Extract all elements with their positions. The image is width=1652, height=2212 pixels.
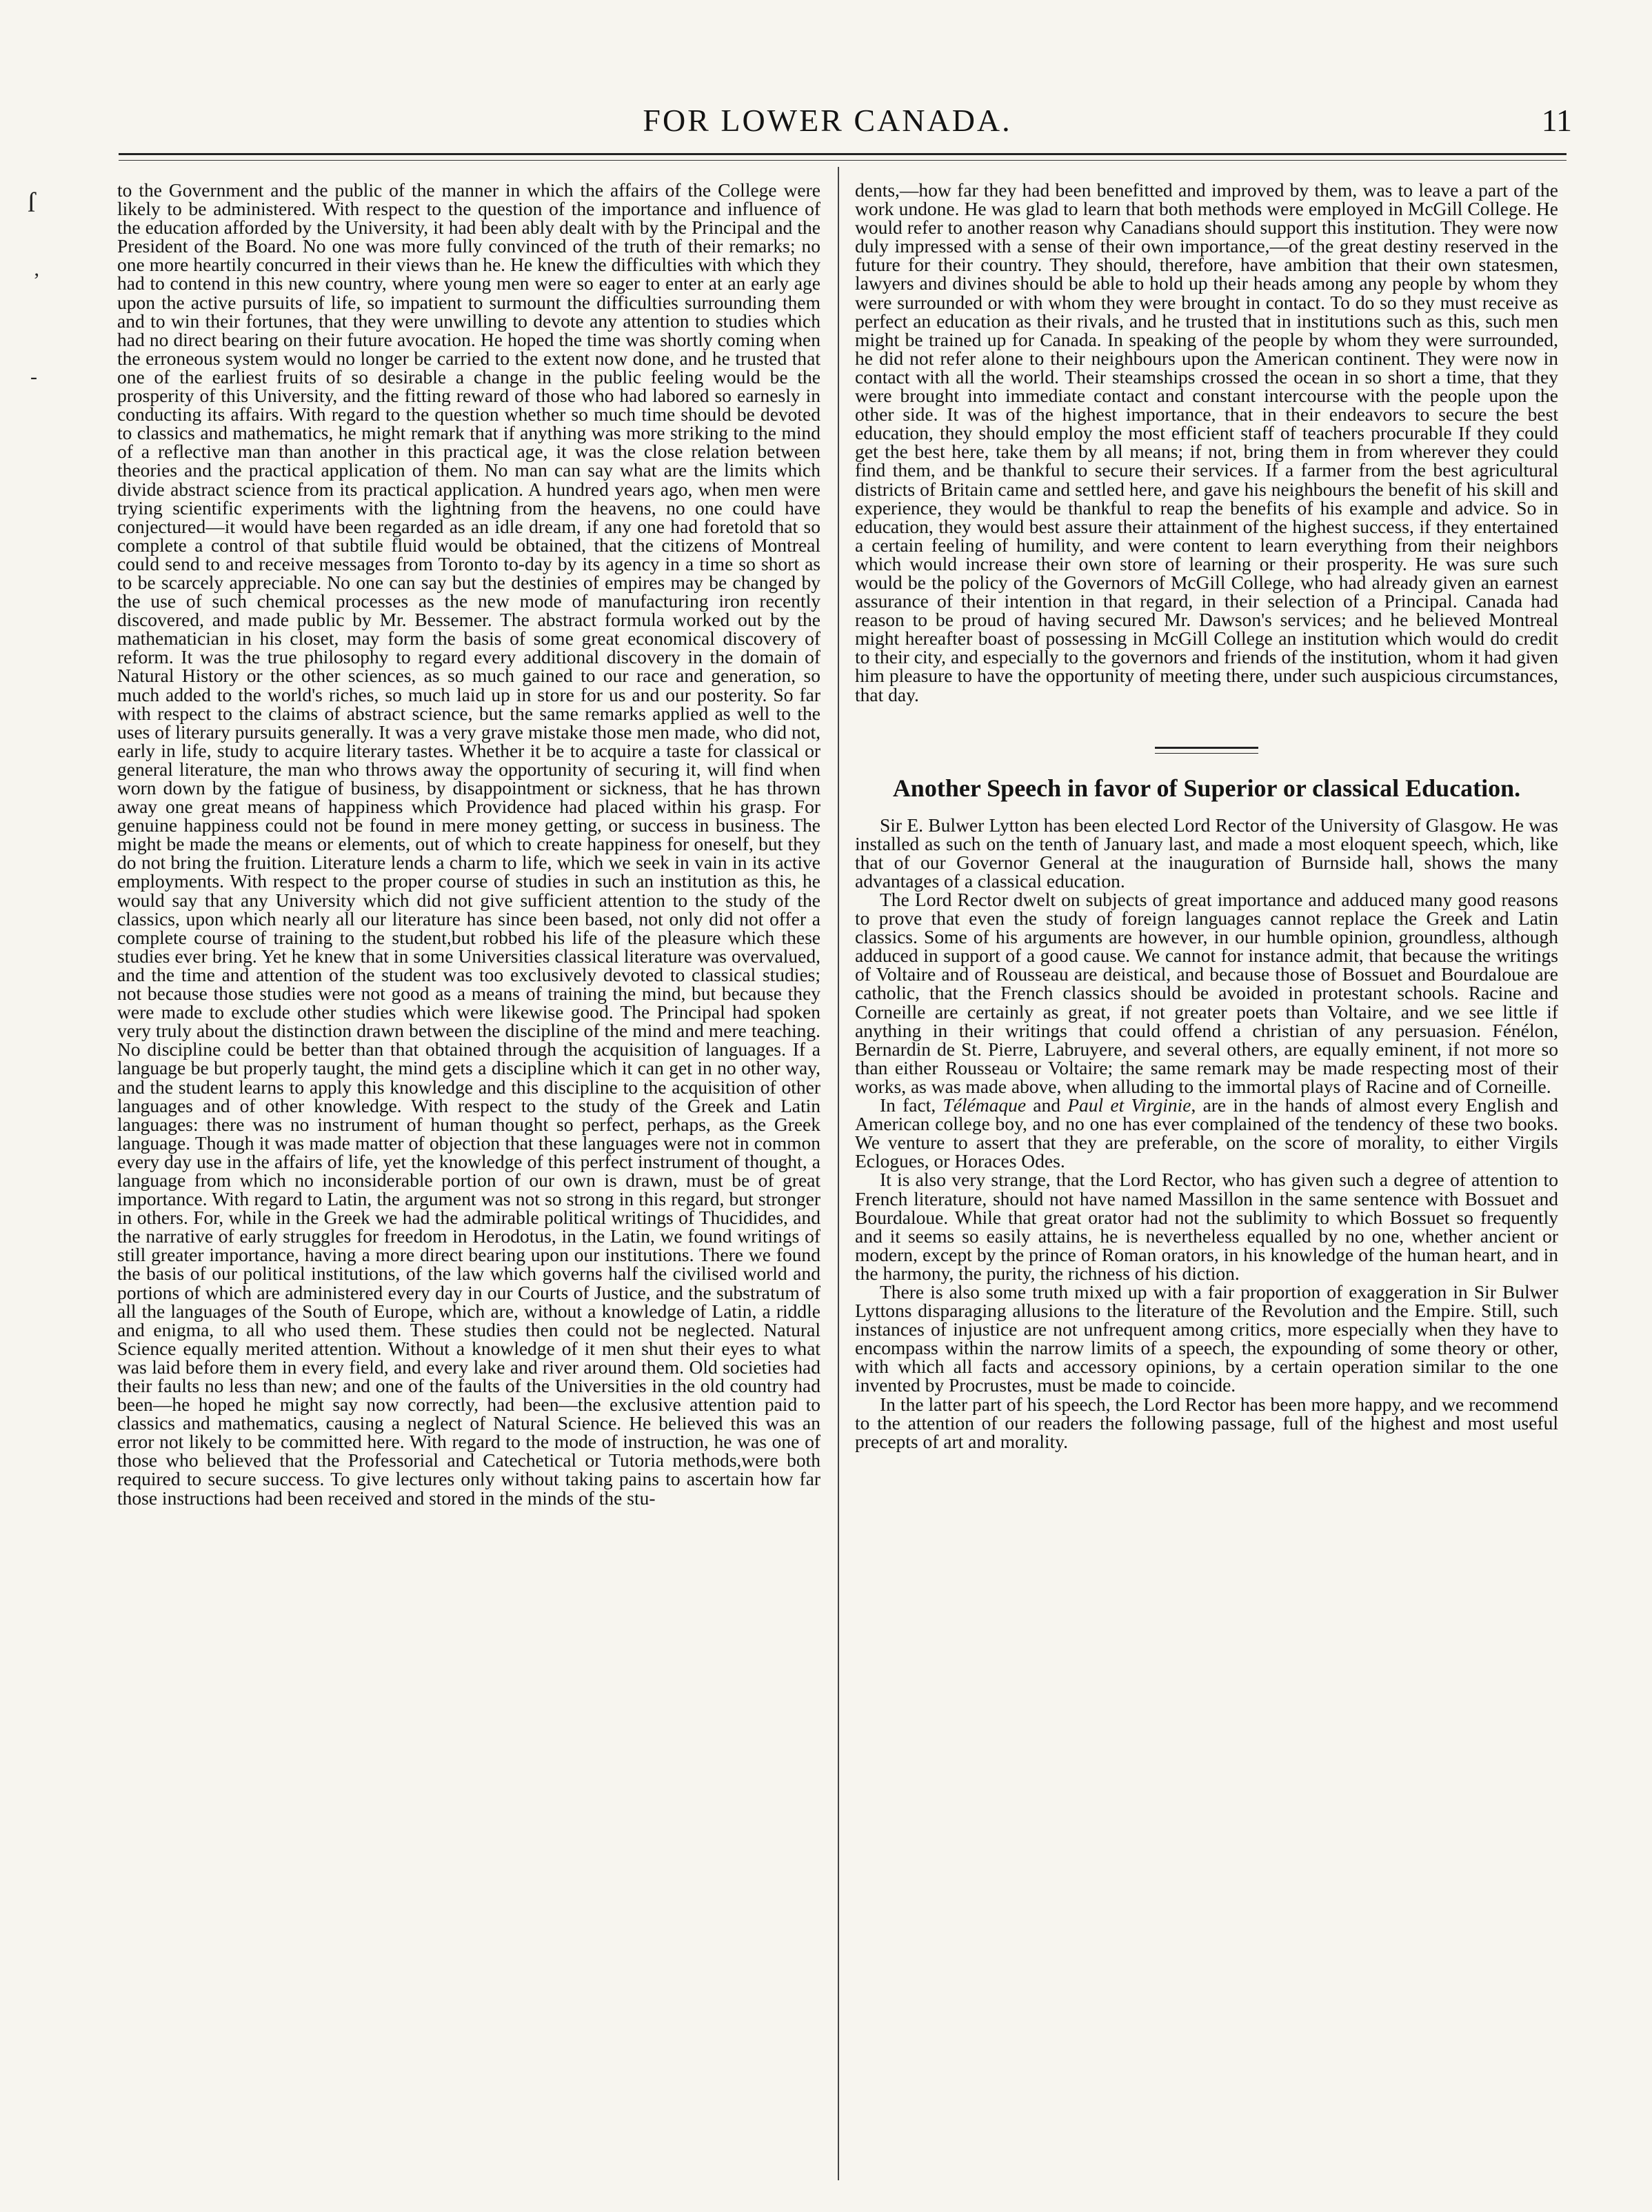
margin-mark: - <box>30 365 37 388</box>
article-paragraph: There is also some truth mixed up with a fair proportion of exaggeration in Sir Bulwer Lyttons disparaging allusions to the literature of the Revolution and the Empire. Still, such instances of injustice are not unfrequent among critics, more especially when they have to encompass within the narrow limits of a speech, the expounding of some theory or other, with which all facts and accessory opinions, by a certain operation similar to the one invented by Procrustes, must be made to coincide. <box>855 1280 1558 1396</box>
header-rule-thin <box>119 160 1567 161</box>
left-column <box>117 181 820 2166</box>
article-paragraph: It is also very strange, that the Lord Rector, who has given such a degree of attention to French literature, should not have named Massillon in the same sentence with Bossuet and Bourdaloue. While that great orator had not the sublimity to which Bossuet so frequently and it seems so easily attains, he is nevertheless equalled by no one, whether ancient or modern, except by the prince of Roman orators, in his knowledge of the human heart, and in the harmony, the purity, the richness of his diction. <box>855 1169 1558 1284</box>
article-paragraph <box>855 1096 1558 1170</box>
article-continuation-paragraph: to the Government and the public of the manner in which the affairs of the College were likely to be administered. With respect to the question of the importance and influence of the education afforded by the University, it had been ably dealt with by the Principal and the President of the Board. No one was more fully convinced of the truth of their remarks; no one more heartily concurred in their views than he. He knew the difficulties with which they had to contend in this new country, where young men were so eager to enter at an early age upon the active pursuits of life, so impatient to surmount the difficulties surrounding them and to win their fortunes, that they were unwilling to devote any attention to studies which had no direct bearing on their future avocation. He hoped the time was shortly coming when the erroneous system would no longer be carried to the extent now done, and he trusted that one of the earliest fruits of so desirable a change in the public feeling would be the prosperity of this University, and the fitting reward of those who had labored so earnesly in conducting its affairs. With regard to the question whether so much time should be devoted to classics and mathematics, he might remark that if anything was more striking to the mind of a reflective man than another in this practical age, it was the close relation between theories and the practical application of them. No man can say what are the limits which divide abstract science from its practical application. A hundred years ago, when men were trying scientific experiments with the lightning from the heavens, no one could have conjectured—it would have been regarded as an idle dream, if any one had foretold that so complete a control of that subtile fluid would be obtained, that the citizens of Montreal could send to and receive messages from Toronto to-day by its agency in a time so short as to be scarcely appreciable. No one can say but the destinies of empires may be changed by the use of such chemical processes as the new mode of manufacturing iron recently discovered, and made public by Mr. Bessemer. The abstract formula worked out by the mathematician in his closet, may form the basis of some great economical discovery of reform. It was the true philosophy to regard every additional discovery in the domain of Natural History or the other sciences, as so much gained to our race and generation, so much added to the world's riches, so much laid up in store for us and our posterity. So far with respect to the claims of abstract science, but the same remarks applied as well to the uses of literary pursuits generally. It was a very grave mistake those men made, who did not, early in life, study to acquire literary tastes. Whether it be to acquire a taste for classical or general literature, the man who throws away the opportunity of securing it, will find when worn down by the fatigue of business, by disappointment or sickness, that he has thrown away one great means of happiness which Providence had placed within his grasp. For genuine happiness could not be found in mere money getting, or success in business. The might be made the means or elements, out of which to create happiness for oneself, but they do not bring the fruition. Literature lends a charm to life, which we seek in vain in its active employments. With respect to the proper course of studies in such an institution as this, he would say that any University which did not give sufficient attention to the study of the classics, upon which nearly all our literature has since been based, not only did not offer a complete course of training to the student,but robbed his life of the pleasure which these studies ever bring. Yet he knew that in some Universities classical literature was overvalued, and the time and attention of the student was too exclusively devoted to classical studies; not because those studies were not good as a means of training the mind, but because they were made to exclude other studies which were likewise good. The Principal had spoken very truly about the distinction drawn between the discipline of the mind and mere teaching. No discipline could be better than that obtained through the acquisition of languages. If a language be but properly taught, the mind gets a discipline which it can get in no other way, and the student learns to apply this knowledge and this discipline to the acquisition of other languages and of other knowledge. With respect to the study of the Greek and Latin languages: there was no instrument of human thought so perfect, perhaps, as the Greek language. Though it was made matter of objection that these languages were not in common every day use in the affairs of life, yet the knowledge of this perfect instrument of thought, a language from which no inconsiderable portion of our own is drawn, must be of great importance. With regard to Latin, the argument was not so strong in this regard, but stronger in others. For, while in the Greek we had the admirable political writings of Thucidides, and the narrative of early struggles for freedom in Herodotus, in the Latin, we found writings of still greater importance, having a more direct bearing upon our institutions. There we found the basis of our political institutions, of the law which governs half the civilised world and portions of which are administered every day in our Courts of Justice, and the substratum of all the languages of the South of Europe, which are, without a knowledge of Latin, a riddle and enigma, to all who used them. These studies then could not be neglected. Natural Science equally merited attention. Without a knowledge of it men shut their eyes to what was laid before them in every field, and every lake and river around them. Old societies had their faults no less than new; and one of the faults of the Universities in the old country had been—he hoped he might say now correctly, had been—the exclusive attention paid to classics and mathematics, causing a neglect of Natural Science. He believed this was an error not likely to be committed here. With regard to the mode of instruction, he was one of those who believed that the Professorial and Catechetical or Tutoria methods,were both required to secure success. To give lectures only without taking pains to ascertain how far those instructions had been received and stored in the minds of the stu- <box>117 181 820 1509</box>
book-title: Télémaque <box>943 1094 1027 1116</box>
paragraph-text: and <box>1026 1094 1068 1116</box>
header-rule-thick <box>119 153 1567 155</box>
margin-mark: ſ <box>28 187 36 218</box>
page-number: 11 <box>1541 103 1572 138</box>
article-paragraph: In the latter part of his speech, the Lord Rector has been more happy, and we recommend to the attention of our readers the following passage, full of the highest and most useful precepts of art and morality. <box>855 1393 1558 1452</box>
margin-mark: ’ <box>33 269 40 292</box>
section-gap <box>855 704 1558 747</box>
article-paragraph: The Lord Rector dwelt on subjects of great importance and adduced many good reasons to prove that even the study of foreign languages cannot replace the Greek and Latin classics. Some of his arguments are however, in our humble opinion, groundless, although adduced in support of a good cause. We cannot for instance admit, that because the writings of Voltaire and of Rousseau are deistical, and because those of Bossuet and Bourdaloue are catholic, that the French classics should be avoided in protestant schools. Racine and Corneille are certainly as great, if not greater poets than Voltaire, and we see little if anything in their writings that could offend a christian of any persuasion. Fénélon, Bernardin de St. Pierre, Labruyere, and several others, are equally eminent, if not more so than either Rousseau or Voltaire; the same remark may be made respecting most of their works, as was made above, when alluding to the immortal plays of Racine and of Corneille. <box>855 889 1558 1097</box>
column-divider <box>838 167 839 2180</box>
article-paragraph: Sir E. Bulwer Lytton has been elected Lord Rector of the University of Glasgow. He was installed as such on the tenth of January last, and made a most eloquent speech, which, like that of our Governor General at the inauguration of Burnside hall, shows the many advantages of a classical education. <box>855 814 1558 892</box>
right-column <box>855 181 1558 2166</box>
paragraph-text: , are in the hands of almost every English and American college boy, and no one has ever complained of the tendency of these two books. We venture to assert that they are preferable, on the score of morality, to either Virgils Eclogues, or Horaces Odes. <box>855 1094 1558 1172</box>
article-heading: Another Speech in favor of Superior or classical Education. <box>892 774 1521 802</box>
running-title: FOR LOWER CANADA. <box>643 103 1012 138</box>
section-divider <box>1155 747 1258 754</box>
paragraph-text: In fact, <box>880 1094 943 1116</box>
article-continuation-paragraph: dents,—how far they had been benefitted and improved by them, was to leave a part of the work undone. He was glad to learn that both methods were employed in McGill College. He would refer to another reason why Canadians should support this institution. They were now duly impressed with a sense of their own importance,—of the great destiny reserved in the future for their country. They should, therefore, have ambition that their own statesmen, lawyers and divines should be able to hold up their heads among any people by whom they were surrounded or with whom they were brought in contact. To do so they must receive as perfect an education as their rivals, and he trusted that in institutions such as this, such men might be trained up for Canada. In speaking of the people by whom they were surrounded, he did not refer alone to their neighbours upon the American continent. They were now in contact with all the world. Their steamships crossed the ocean in so short a time, that they were brought into immediate contact and constant intercourse with the people upon the other side. It was of the highest importance, that in their endeavors to secure the best education, they should employ the most efficient staff of teachers procurable If they could get the best here, take them by all means; if not, bring them in from wherever they could find them, and be thankful to secure their services. If a farmer from the best agricultural districts of Britain came and settled here, and gave his neighbours the benefit of his skill and experience, they would be thankful to reap the benefits of his example and advice. So in education, they would best assure their attainment of the highest success, if they entertained a certain feeling of humility, and were content to learn everything from their neighbors which would increase their own store of learning or their prosperity. He was sure such would be the policy of the Governors of McGill College, who had already given an earnest assurance of their intention in that regard, in their selection of a Principal. Canada had reason to be proud of having secured Mr. Dawson's services; and he believed Montreal might hereafter boast of possessing in McGill College an institution which would do credit to their city, and especially to the governors and friends of the institution, whom it had given him pleasure to have the opportunity of meeting there, under such auspicious circumstances, that day. <box>855 181 1558 705</box>
page-header <box>138 102 1586 157</box>
book-title: Paul et Virginie <box>1067 1094 1191 1116</box>
